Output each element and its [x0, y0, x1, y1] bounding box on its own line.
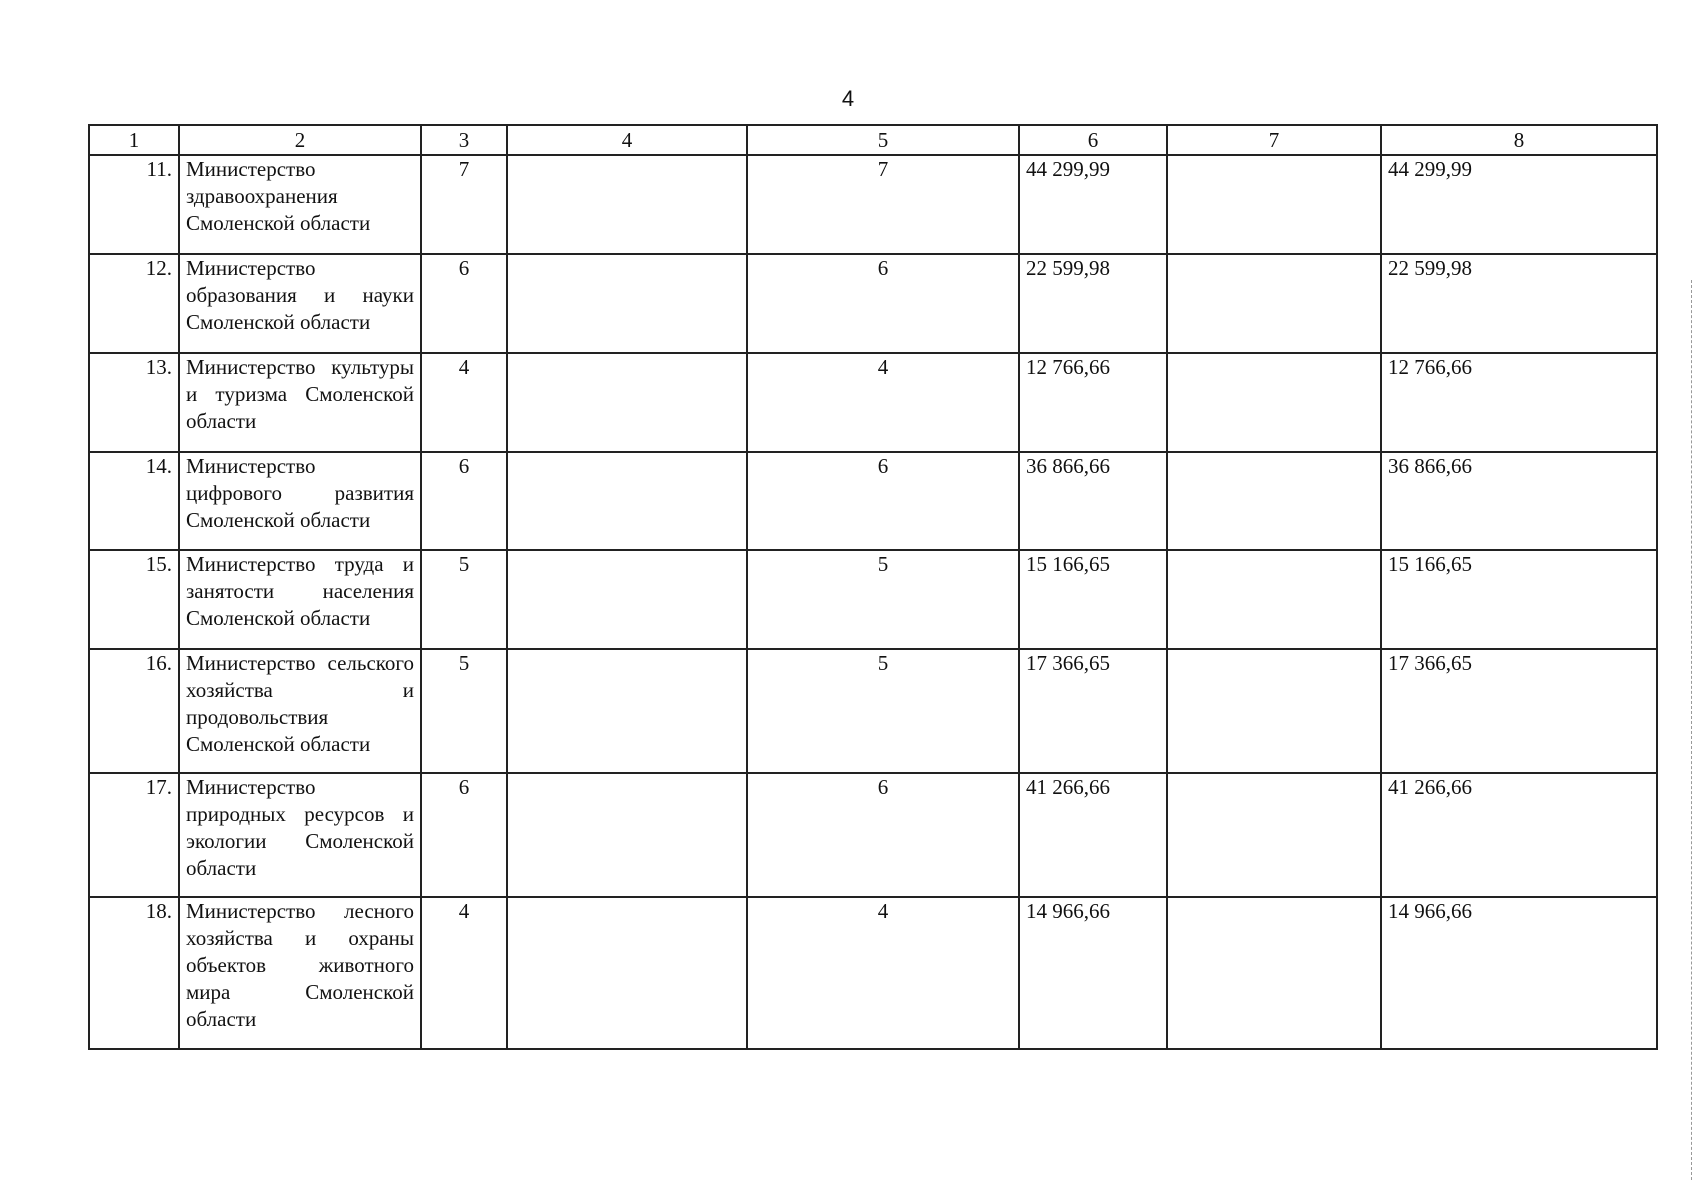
cell-col3: 5	[421, 649, 507, 773]
page-number: 4	[841, 86, 855, 111]
scan-edge-mark	[1689, 280, 1692, 1180]
cell-col5: 5	[747, 550, 1019, 649]
cell-col4	[507, 897, 747, 1049]
cell-col7	[1167, 452, 1381, 550]
cell-col6: 36 866,66	[1019, 452, 1167, 550]
organization-name: Министерство труда и занятости населения Смоленской области	[179, 550, 421, 649]
cell-col6: 15 166,65	[1019, 550, 1167, 649]
cell-col7	[1167, 155, 1381, 254]
table-row	[89, 773, 1657, 897]
cell-col4	[507, 452, 747, 550]
cell-col8: 41 266,66	[1381, 773, 1657, 897]
cell-col6: 12 766,66	[1019, 353, 1167, 452]
header-row	[89, 125, 1657, 155]
cell-col8: 22 599,98	[1381, 254, 1657, 353]
row-number: 16.	[89, 649, 179, 773]
cell-col4	[507, 649, 747, 773]
organization-name: Министерство цифрового развития Смоленской области	[179, 452, 421, 550]
cell-col3: 6	[421, 254, 507, 353]
cell-col7	[1167, 897, 1381, 1049]
cell-col4	[507, 353, 747, 452]
cell-col8: 17 366,65	[1381, 649, 1657, 773]
table-row	[89, 353, 1657, 452]
cell-col5: 6	[747, 254, 1019, 353]
column-header-8: 8	[1381, 125, 1657, 155]
cell-col7	[1167, 254, 1381, 353]
cell-col7	[1167, 649, 1381, 773]
column-header-5: 5	[747, 125, 1019, 155]
cell-col4	[507, 155, 747, 254]
row-number: 14.	[89, 452, 179, 550]
cell-col8: 44 299,99	[1381, 155, 1657, 254]
cell-col5: 4	[747, 897, 1019, 1049]
organization-name: Министерство культуры и туризма Смоленской области	[179, 353, 421, 452]
row-number: 12.	[89, 254, 179, 353]
column-header-7: 7	[1167, 125, 1381, 155]
cell-col8: 14 966,66	[1381, 897, 1657, 1049]
column-header-3: 3	[421, 125, 507, 155]
column-header-6: 6	[1019, 125, 1167, 155]
cell-col4	[507, 773, 747, 897]
table-row	[89, 897, 1657, 1049]
cell-col3: 6	[421, 452, 507, 550]
column-header-2: 2	[179, 125, 421, 155]
table-row	[89, 649, 1657, 773]
cell-col7	[1167, 353, 1381, 452]
cell-col6: 22 599,98	[1019, 254, 1167, 353]
cell-col6: 14 966,66	[1019, 897, 1167, 1049]
data-table	[88, 124, 1658, 1050]
cell-col8: 15 166,65	[1381, 550, 1657, 649]
cell-col6: 44 299,99	[1019, 155, 1167, 254]
cell-col5: 6	[747, 773, 1019, 897]
row-number: 17.	[89, 773, 179, 897]
table-row	[89, 254, 1657, 353]
cell-col3: 5	[421, 550, 507, 649]
cell-col3: 4	[421, 897, 507, 1049]
cell-col5: 4	[747, 353, 1019, 452]
row-number: 15.	[89, 550, 179, 649]
cell-col6: 41 266,66	[1019, 773, 1167, 897]
organization-name: Министерство образования и науки Смоленской области	[179, 254, 421, 353]
table-row	[89, 155, 1657, 254]
cell-col5: 6	[747, 452, 1019, 550]
row-number: 13.	[89, 353, 179, 452]
organization-name: Министерство сельского хозяйства и продовольствия Смоленской области	[179, 649, 421, 773]
row-number: 11.	[89, 155, 179, 254]
cell-col3: 4	[421, 353, 507, 452]
column-header-1: 1	[89, 125, 179, 155]
cell-col6: 17 366,65	[1019, 649, 1167, 773]
cell-col3: 7	[421, 155, 507, 254]
organization-name: Министерство природных ресурсов и экологии Смоленской области	[179, 773, 421, 897]
row-number: 18.	[89, 897, 179, 1049]
cell-col7	[1167, 550, 1381, 649]
cell-col7	[1167, 773, 1381, 897]
cell-col4	[507, 550, 747, 649]
cell-col8: 36 866,66	[1381, 452, 1657, 550]
cell-col8: 12 766,66	[1381, 353, 1657, 452]
table-row	[89, 452, 1657, 550]
cell-col3: 6	[421, 773, 507, 897]
cell-col4	[507, 254, 747, 353]
cell-col5: 7	[747, 155, 1019, 254]
column-header-4: 4	[507, 125, 747, 155]
cell-col5: 5	[747, 649, 1019, 773]
table-row	[89, 550, 1657, 649]
organization-name: Министерство здравоохранения Смоленской области	[179, 155, 421, 254]
organization-name: Министерство лесного хозяйства и охраны объектов животного мира Смоленской области	[179, 897, 421, 1049]
